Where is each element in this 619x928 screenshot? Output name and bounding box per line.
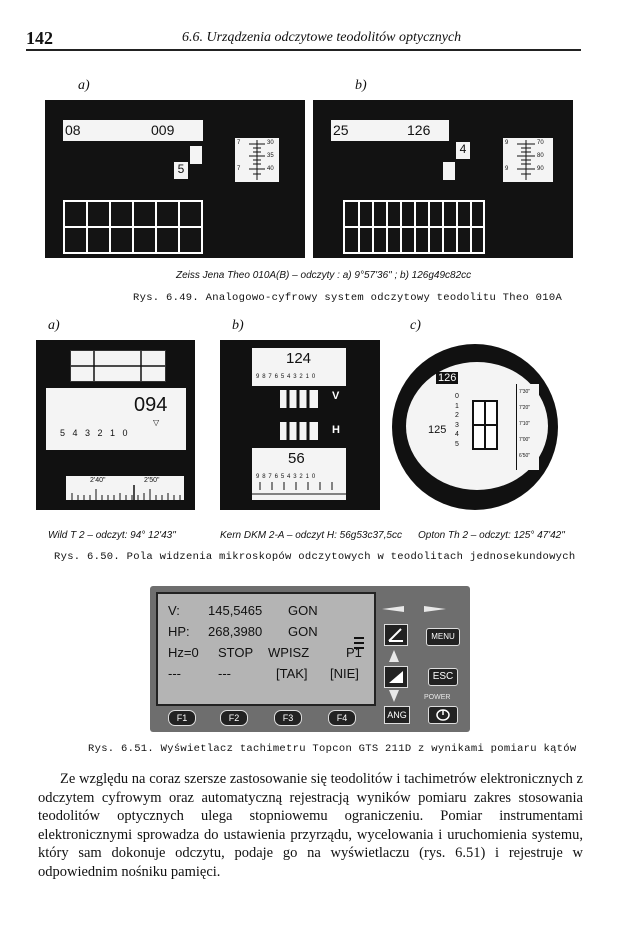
menu-key[interactable]: MENU <box>426 628 460 646</box>
index-square <box>443 162 455 180</box>
grid-lines <box>65 202 201 252</box>
lcd-row <box>168 663 368 684</box>
lcd-cell: --- <box>218 666 231 681</box>
lcd-cell: [NIE] <box>330 666 359 681</box>
fig-6-50-caption: Rys. 6.50. Pola widzenia mikroskopów odczytowych w teodolitach jednosekundowych <box>54 551 576 563</box>
header-rule <box>26 49 581 51</box>
tachymeter-panel <box>150 586 470 732</box>
scale-label: 9 <box>505 166 509 172</box>
fig-6-49-caption: Rys. 6.49. Analogowo-cyfrowy system odczytowy teodolitu Theo 010A <box>133 292 563 304</box>
micrometer-ticks <box>66 485 184 500</box>
fig-6-50-panel-c <box>392 340 570 510</box>
scale-label: 7 <box>237 166 241 172</box>
illumination-icon <box>385 667 407 687</box>
f1-key[interactable]: F1 <box>168 710 196 726</box>
digit-scale: 5 4 3 2 1 0 <box>60 428 128 438</box>
fig-6-49-subcaption: Zeiss Jena Theo 010A(B) – odczyty : a) 9°57'36" ; b) 126g49c82cc <box>176 270 472 281</box>
micrometer-label: 7'30" <box>519 389 531 395</box>
scale-label: 90 <box>537 166 544 172</box>
ang-key[interactable]: ANG <box>384 706 410 724</box>
column-digit: 4 <box>455 431 459 438</box>
power-key[interactable] <box>428 706 458 724</box>
fig-6-49-label-a: a) <box>78 78 90 93</box>
angle-measure-icon <box>385 625 407 645</box>
arrow-left-icon <box>382 604 404 614</box>
h-coincidence-lines <box>280 422 318 440</box>
fig-6-49-panel-b <box>313 100 573 258</box>
lcd-screen <box>156 592 376 706</box>
reading-bar <box>63 120 203 141</box>
f3-key[interactable]: F3 <box>274 710 302 726</box>
power-label: POWER <box>424 694 451 701</box>
column-digit: 5 <box>455 440 459 448</box>
coincidence-lines <box>474 402 496 448</box>
upper-window-lines <box>71 351 165 381</box>
lcd-text <box>168 600 368 684</box>
lcd-cell: 268,3980 <box>208 624 263 639</box>
fig-6-50-label-a: a) <box>48 318 60 333</box>
label-h: H <box>332 424 340 436</box>
lcd-cell: WPISZ <box>268 645 310 660</box>
body-paragraph: Ze względu na coraz szersze zastosowanie się teodolitów i tachimetrów elektronicznych z odczytem cyfrowym oraz automatyczną rejestracją wyników pomiaru zakres stosowania teodolitów optycznych ulega stopniowemu ograniczeniu. Pomiar instrumentami elektronicznymi sprowadza do ustawienia przyrządu, wycelowania i uruchomienia systemu, który sam dokonuje odczytu, podaje go na wyświetlaczu (rys. 6.51) i rejestruje w odpowiednim nośniku pamięci. <box>38 771 583 880</box>
lcd-cell: --- <box>168 666 181 681</box>
top-window <box>252 348 346 386</box>
fig-6-50-sub-a: Wild T 2 – odczyt: 94° 12'43" <box>48 530 176 541</box>
digit-grid <box>63 200 203 254</box>
small-digit: 5 <box>174 162 188 179</box>
lcd-row <box>168 621 368 642</box>
micrometer-label: 7'20" <box>519 405 531 411</box>
column-digit: 1 <box>455 402 459 410</box>
scale-label: 30 <box>267 140 274 146</box>
power-icon <box>429 707 457 723</box>
fig-6-50-sub-c: Opton Th 2 – odczyt: 125° 47'42" <box>418 530 565 541</box>
measure-key[interactable] <box>384 624 408 646</box>
arrow-right-icon <box>424 604 446 614</box>
fig-6-50-panel-b <box>220 340 380 510</box>
reading-left-value: 08 <box>65 122 81 138</box>
lcd-cell: [TAK] <box>276 666 308 681</box>
lcd-cell: HP: <box>168 624 190 639</box>
fig-6-50-label-b: b) <box>232 318 244 333</box>
label-v: V <box>332 390 340 402</box>
vernier-ticks <box>503 138 553 182</box>
top-digit-scale: 9 8 7 6 5 4 3 2 1 0 <box>256 374 316 380</box>
vernier-scale <box>235 138 279 182</box>
v-coincidence-window <box>280 390 318 408</box>
fig-6-49-label-b: b) <box>355 78 367 93</box>
fig-6-50-sub-b: Kern DKM 2-A – odczyt H: 56g53c37,5cc <box>220 530 402 541</box>
v-coincidence-lines <box>280 390 318 408</box>
fig-6-49-panel-a <box>45 100 305 258</box>
index-marker: ▽ <box>153 418 160 427</box>
top-reading: 126 <box>438 372 457 384</box>
digit-grid <box>343 200 485 254</box>
scale-label: 70 <box>537 140 544 146</box>
lcd-cell: GON <box>288 603 318 618</box>
micrometer-scale <box>516 384 539 470</box>
coincidence-window <box>472 400 498 450</box>
scale-label: 9 <box>505 140 509 146</box>
reading-bar <box>331 120 449 141</box>
micrometer-labels <box>517 384 539 464</box>
fig-6-50-label-c: c) <box>410 318 421 333</box>
micrometer-window <box>66 476 184 500</box>
h-coincidence-window <box>280 422 318 440</box>
lcd-cell: P1 <box>346 645 362 660</box>
bottom-window <box>252 448 346 500</box>
lcd-cell: STOP <box>218 645 254 660</box>
reading-value: 094 <box>134 394 168 416</box>
bottom-micrometer-ticks <box>252 482 346 500</box>
lcd-cell: 145,5465 <box>208 603 263 618</box>
esc-key[interactable]: ESC <box>428 668 458 686</box>
running-header: 6.6. Urządzenia odczytowe teodolitów optycznych <box>182 30 462 45</box>
lcd-cell: V: <box>168 603 180 618</box>
vernier-scale <box>503 138 553 182</box>
micrometer-label-left: 2'40" <box>90 477 106 484</box>
micrometer-label: 7'10" <box>519 421 531 427</box>
index-square <box>190 146 202 164</box>
lcd-row <box>168 600 368 621</box>
bottom-digit-scale: 9 8 7 6 5 4 3 2 1 0 <box>256 474 316 480</box>
illumination-key[interactable] <box>384 666 408 688</box>
f2-key[interactable]: F2 <box>220 710 248 726</box>
reading-right-value: 009 <box>151 122 175 138</box>
side-reading: 125 <box>428 424 447 436</box>
page-number: 142 <box>26 28 53 48</box>
column-digit: 2 <box>455 412 459 419</box>
main-window <box>46 388 186 450</box>
column-digit: 3 <box>455 421 459 429</box>
scale-label: 35 <box>267 153 274 159</box>
micrometer-label: 7'00" <box>519 437 531 443</box>
f4-key[interactable]: F4 <box>328 710 356 726</box>
lcd-cell: GON <box>288 624 318 639</box>
micrometer-label: 6'50" <box>519 453 531 459</box>
fig-6-50-panel-a <box>36 340 195 510</box>
arrow-down-icon <box>389 690 399 702</box>
reading-right-value: 126 <box>407 122 431 138</box>
top-reading: 124 <box>286 350 312 367</box>
small-digit: 4 <box>456 142 470 159</box>
scale-label: 7 <box>237 140 241 146</box>
grid-lines <box>345 202 483 252</box>
arrow-up-icon <box>389 650 399 662</box>
upper-window <box>70 350 166 382</box>
digit-column <box>455 392 459 449</box>
column-digit: 0 <box>455 393 459 400</box>
reading-left-value: 25 <box>333 122 349 138</box>
menu-lines-icon <box>354 636 364 650</box>
scale-label: 80 <box>537 153 544 159</box>
lcd-row <box>168 642 368 663</box>
scale-label: 40 <box>267 166 274 172</box>
micrometer-label-right: 2'50" <box>144 477 160 484</box>
fig-6-51-caption: Rys. 6.51. Wyświetlacz tachimetru Topcon GTS 211D z wynikami pomiaru kątów <box>88 743 577 755</box>
lcd-cell: Hz=0 <box>168 645 199 660</box>
bottom-reading: 56 <box>288 450 305 467</box>
